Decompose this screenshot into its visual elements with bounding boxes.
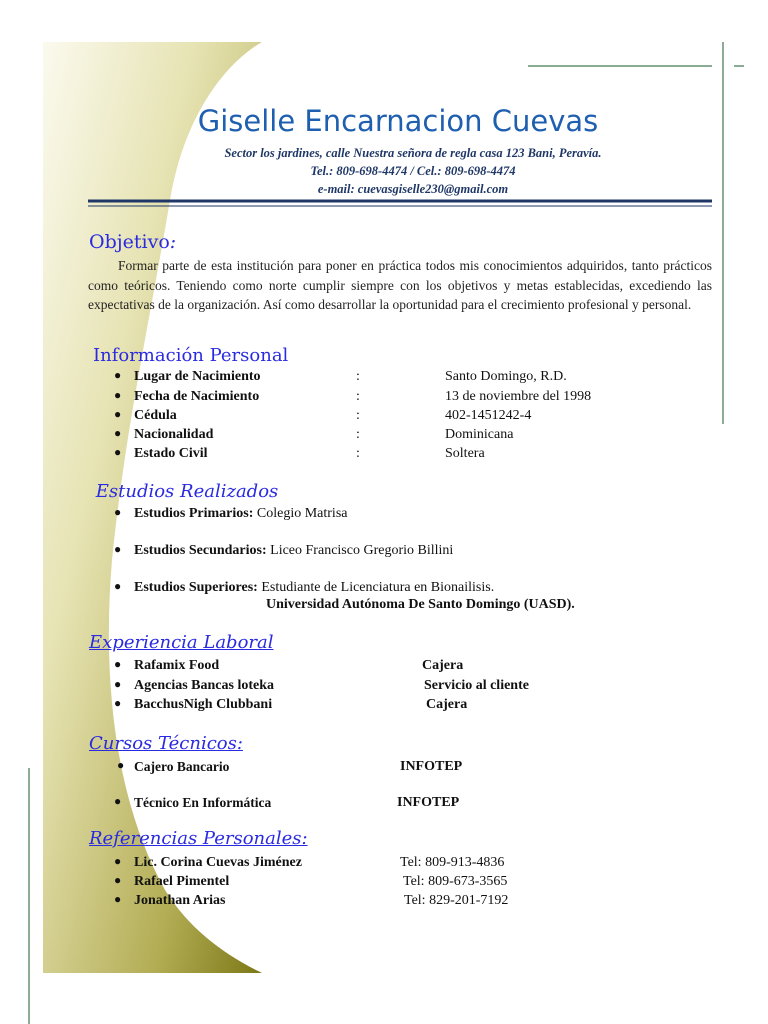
- personal-info-label: Nacionalidad: [134, 427, 214, 442]
- bullet-icon: ●: [114, 657, 122, 671]
- reference-name: Jonathan Arias: [134, 893, 226, 908]
- personal-info-value: Santo Domingo, R.D.: [445, 369, 567, 384]
- course-name: Cajero Bancario: [134, 759, 230, 774]
- course-institution: INFOTEP: [400, 759, 463, 774]
- bullet-icon: ●: [114, 794, 122, 808]
- study-level: Estudios Secundarios:: [134, 543, 267, 558]
- personal-info-separator: :: [356, 427, 360, 442]
- bullet-icon: ●: [114, 579, 122, 593]
- study-level: Estudios Primarios:: [134, 506, 254, 521]
- bullet-icon: ●: [114, 696, 122, 710]
- experience-heading: Experiencia Laboral: [89, 632, 274, 653]
- courses-heading: Cursos Técnicos:: [89, 733, 243, 754]
- study-institution: Colegio Matrisa: [253, 506, 348, 521]
- study-institution: Liceo Francisco Gregorio Billini: [266, 543, 454, 558]
- course-institution: INFOTEP: [397, 795, 460, 810]
- objective-title: Objetivo: [89, 231, 170, 253]
- personal-info-label: Fecha de Nacimiento: [134, 389, 260, 404]
- personal-info-value: 13 de noviembre del 1998: [445, 389, 592, 404]
- bullet-icon: ●: [114, 426, 122, 440]
- bullet-icon: ●: [114, 505, 122, 519]
- bullet-icon: ●: [114, 368, 122, 382]
- objective-text: [88, 256, 712, 315]
- experience-company: Agencias Bancas loteka: [134, 678, 274, 693]
- experience-role: Cajera: [426, 697, 468, 712]
- study-level: Estudios Superiores:: [134, 580, 258, 595]
- bullet-icon: ●: [114, 407, 122, 421]
- experience-company: BacchusNigh Clubbani: [134, 697, 273, 712]
- objective-paragraph: Formar parte de esta institución para poner en práctica todos mis conocimientos adquiridos, tanto prácticos como teóricos. Teniendo como norte cumplir siempre con los objetivos y metas establecidas, excediendo las expectativas de la organización. Así como desarrollar la oportunidad para el crecimiento profesional y personal.: [88, 258, 712, 312]
- bullet-icon: ●: [114, 542, 122, 556]
- personal-info-separator: :: [356, 389, 360, 404]
- references-heading: Referencias Personales:: [89, 828, 308, 849]
- personal-info-separator: :: [356, 446, 360, 461]
- study-item: [134, 541, 453, 560]
- personal-info-separator: :: [356, 369, 360, 384]
- personal-info-label: Cédula: [134, 408, 177, 423]
- personal-info-label: Estado Civil: [134, 446, 208, 461]
- bullet-icon: ●: [114, 388, 122, 402]
- studies-title: Estudios Realizados: [95, 481, 279, 502]
- bullet-icon: ●: [114, 892, 122, 906]
- bullet-icon: ●: [114, 445, 122, 459]
- course-name: Técnico En Informática: [134, 795, 272, 810]
- personal-info-heading: Información Personal: [93, 345, 289, 366]
- studies-heading: [90, 481, 278, 502]
- address-line: Sector los jardines, calle Nuestra señora de regla casa 123 Bani, Peravía.: [224, 146, 602, 160]
- personal-info-value: Dominicana: [445, 427, 514, 442]
- study-institution: Estudiante de Licenciatura en Bionailisis.: [257, 580, 495, 595]
- candidate-name: Giselle Encarnacion Cuevas: [197, 104, 599, 138]
- reference-phone: Tel: 809-673-3565: [403, 874, 508, 889]
- experience-company: Rafamix Food: [134, 658, 220, 673]
- bullet-icon: ●: [114, 854, 122, 868]
- reference-phone: Tel: 829-201-7192: [404, 893, 509, 908]
- experience-role: Servicio al cliente: [424, 678, 529, 693]
- experience-role: Cajera: [422, 658, 464, 673]
- bullet-icon: ●: [114, 873, 122, 887]
- email-line: e-mail: cuevasgiselle230@gmail.com: [317, 182, 509, 196]
- personal-info-value: Soltera: [445, 446, 485, 461]
- university-name: Universidad Autónoma De Santo Domingo (UASD).: [266, 597, 575, 612]
- study-item: [134, 504, 348, 523]
- objective-heading: [89, 231, 176, 253]
- bullet-icon: ●: [117, 758, 125, 772]
- reference-phone: Tel: 809-913-4836: [400, 855, 505, 870]
- personal-info-separator: :: [356, 408, 360, 423]
- objective-colon: :: [169, 231, 177, 253]
- personal-info-label: Lugar de Nacimiento: [134, 369, 261, 384]
- personal-info-value: 402-1451242-4: [445, 408, 532, 423]
- reference-name: Lic. Corina Cuevas Jiménez: [134, 855, 302, 870]
- phone-line: Tel.: 809-698-4474 / Cel.: 809-698-4474: [310, 164, 516, 178]
- reference-name: Rafael Pimentel: [134, 874, 230, 889]
- bullet-icon: ●: [114, 677, 122, 691]
